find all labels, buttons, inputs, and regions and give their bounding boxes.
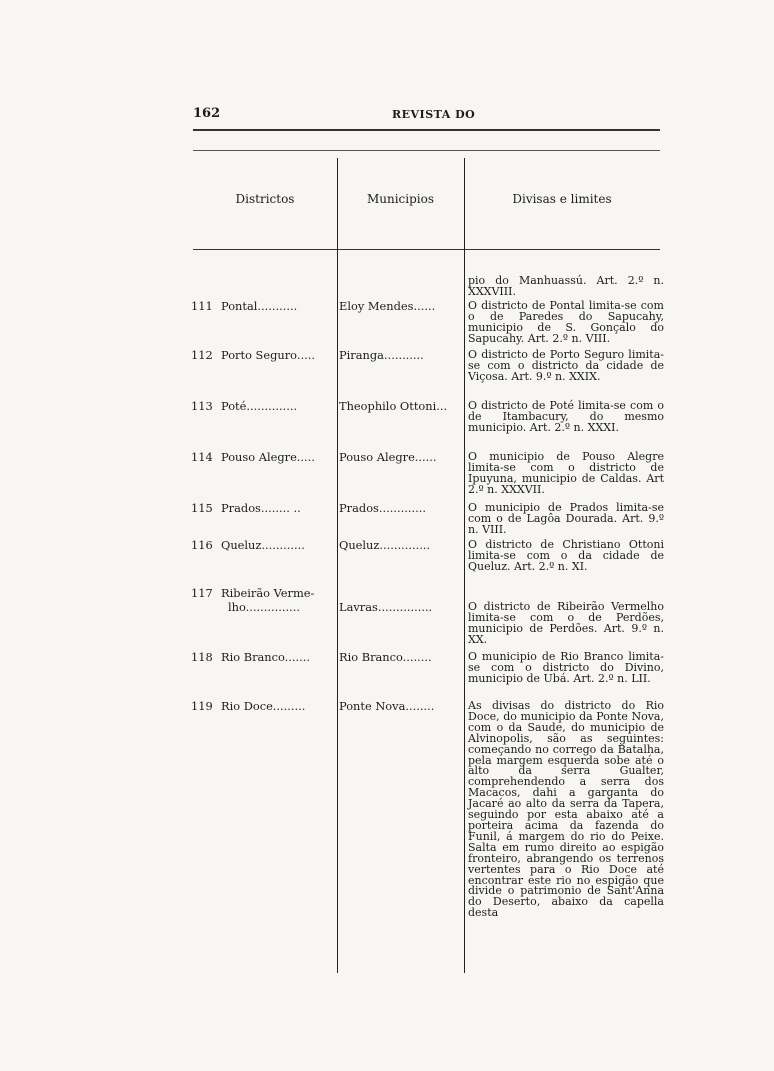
district-name: Pontal...........	[221, 299, 298, 313]
municipality-name: Ponte Nova........	[339, 699, 435, 713]
running-title: REVISTA DO	[392, 108, 476, 121]
municipality-name: Lavras...............	[339, 600, 433, 614]
municipality-name: Piranga...........	[339, 348, 424, 362]
district-name: Queluz............	[221, 538, 305, 552]
municipality-name: Queluz..............	[339, 538, 431, 552]
boundary-text: O municipio de Pouso Alegre limita-se com o districto de Ipuyuna, municipio de Caldas. Art 2.º n. XXXVII.	[468, 450, 664, 496]
municipality-name: Eloy Mendes......	[339, 299, 436, 313]
boundary-text: O districto de Poté limita-se com o de Itambacury, do mesmo municipio. Art. 2.º n. XXXI.	[468, 399, 664, 434]
district-name: Ribeirão Verme-	[221, 586, 315, 600]
boundary-text: O districto de Porto Seguro limita-se com o districto da cidade de Viçosa. Art. 9.º n. XXIX.	[468, 348, 664, 383]
boundary-text: As divisas do districto do Rio Doce, do municipio da Ponte Nova, com o da Saude, do municipio de Alvinopolis, são as seguintes: começando no corrego da Batalha, pela margem esquerda sobe até o alto da serra Gualter, comprehendendo a serra dos Macacos, dahi a garganta do Jacaré ao alto da serra da Tapera, seguindo por esta abaixo até a porteira acima da fazenda do Funil, á margem do rio do Peixe. Salta em rumo direito ao espigão fronteiro, abrangendo os terrenos vertentes para o Rio Doce até encontrar este rio no espigão que divide o patrimonio de Sant'Anna do Deserto, abaixo da capella desta	[468, 699, 664, 920]
row-number: 115	[191, 501, 213, 515]
district-name: Poté..............	[221, 399, 298, 413]
district-name: Rio Doce.........	[221, 699, 306, 713]
row-number: 118	[191, 650, 213, 664]
boundary-text: O municipio de Prados limita-se com o de Lagôa Dourada. Art. 9.º n. VIII.	[468, 501, 664, 536]
row-number: 116	[191, 538, 213, 552]
top-rule	[193, 129, 660, 131]
table-top-rule	[193, 150, 660, 151]
boundary-text: O municipio de Rio Branco limita-se com o districto do Divino, municipio de Ubá. Art. 2.º n. LII.	[468, 650, 664, 685]
row-number: 117	[191, 586, 213, 600]
district-name: Pouso Alegre.....	[221, 450, 315, 464]
district-name: Porto Seguro.....	[221, 348, 315, 362]
row-number: 112	[191, 348, 213, 362]
boundary-text: O districto de Christiano Ottoni limita-se com o da cidade de Queluz. Art. 2.º n. XI.	[468, 538, 664, 573]
column-divider-1	[337, 158, 338, 973]
district-name: Prados........ ..	[221, 501, 301, 515]
municipality-name: Theophilo Ottoni...	[339, 399, 448, 413]
column-header-municipalities: Municipios	[366, 192, 435, 206]
row-number: 111	[191, 299, 213, 313]
district-name-continuation: lho...............	[228, 600, 300, 614]
municipality-name: Prados.............	[339, 501, 426, 515]
boundary-continuation: pio do Manhuassú. Art. 2.º n. XXXVIII.	[468, 274, 664, 298]
header-bottom-rule	[193, 249, 660, 250]
page-number: 162	[193, 106, 221, 121]
column-header-boundaries: Divisas e limites	[512, 192, 612, 206]
district-name: Rio Branco.......	[221, 650, 311, 664]
row-number: 114	[191, 450, 213, 464]
column-header-districts: Districtos	[235, 192, 295, 206]
row-number: 119	[191, 699, 213, 713]
boundary-text: O districto de Pontal limita-se com o de Paredes do Sapucahy, municipio de S. Gonçalo do Sapucahy. Art. 2.º n. VIII.	[468, 299, 664, 345]
boundary-text: O districto de Ribeirão Vermelho limita-se com o de Perdões, municipio de Perdões. Art. 9.º n. XX.	[468, 600, 664, 646]
row-number: 113	[191, 399, 213, 413]
column-divider-2	[464, 158, 465, 973]
municipality-name: Rio Branco........	[339, 650, 432, 664]
municipality-name: Pouso Alegre......	[339, 450, 437, 464]
